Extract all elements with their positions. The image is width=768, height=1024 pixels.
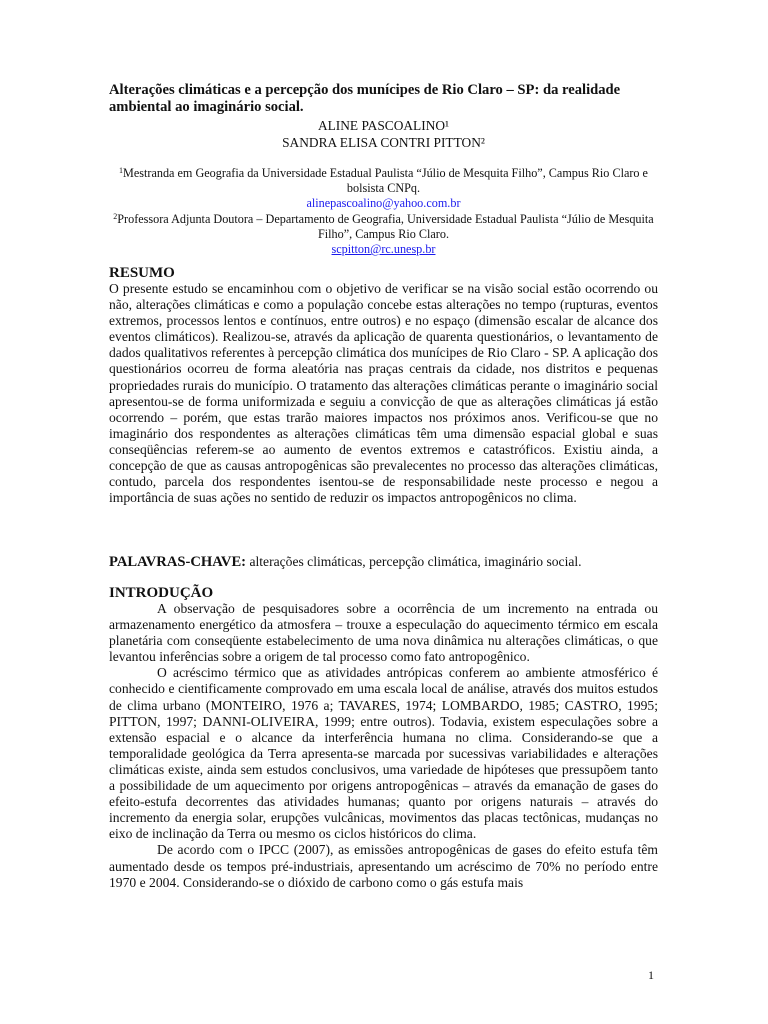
footnote-marker: 1: [119, 166, 124, 175]
affiliation-1: [109, 166, 658, 196]
intro-heading: INTRODUÇÃO: [109, 585, 214, 601]
resumo-body: [109, 281, 658, 506]
page-number: 1: [648, 968, 654, 982]
affiliation-text: Mestranda em Geografia da Universidade Estadual Paulista “Júlio de Mesquita Filho”, Campus Rio Claro e bolsista CNPq.: [123, 166, 648, 196]
intro-paragraph: O acréscimo térmico que as atividades antrópicas conferem ao ambiente atmosférico é conhecido e cientificamente comprovado em uma escala local de análise, através dos muitos estudos de clima urbano (MONTEIRO, 1976 a; TAVARES, 1974; LOMBARDO, 1985; CASTRO, 1995; PITTON, 1997; DANNI-OLIVEIRA, 1999; entre outros). Todavia, existem especulações sobre a extensão espacial e o alcance da interferência humana no clima. Considerando-se que a temporalidade geológica da Terra apresenta-se marcada por sucessivas variabilidades e alterações climáticas existe, ainda sem estudos conclusivos, uma variedade de hipóteses que pressupõem tanto a possibilidade de um aquecimento por origens antropogênicas – através da emanação de gases do efeito-estufa decorrentes das atividades humanas; quanto por origens naturais – através do incremento da energia solar, erupções vulcânicas, movimentos das placas tectônicas, mudanças no eixo de inclinação da Terra ou mesmo os ciclos históricos do clima.: [109, 665, 658, 842]
resumo-heading: RESUMO: [109, 265, 175, 281]
keywords-label: PALAVRAS-CHAVE:: [109, 554, 247, 570]
intro-body: [109, 601, 658, 891]
footnote-marker: 2: [113, 211, 118, 221]
author-block: [109, 117, 658, 151]
keywords-line: [109, 553, 658, 571]
affiliations: [109, 166, 658, 257]
author-name: ALINE PASCOALINO¹: [317, 118, 450, 133]
resumo-paragraph: O presente estudo se encaminhou com o objetivo de verificar se na visão social estão ocorrendo ou não, alterações climáticas e como a população concebe estas alterações no tempo (rupturas, eventos extremos, processos lentos e contínuos, entre outros) e no espaço (dimensão escalar de alcance dos eventos climáticos). Realizou-se, através da aplicação de quarenta questionários, o levantamento de dados qualitativos referentes à percepção climática dos munícipes de Rio Claro - SP. A aplicação dos questionários ocorreu de forma aleatória nas praças centrais da cidade, nos distritos e pequenas propriedades rurais do município. O tratamento das alterações climáticas perante o imaginário social apresentou-se de forma uniformizada e seguiu a convicção de que as alterações climáticas já estão ocorrendo – porém, que estas trarão maiores impactos nos próximos anos. Verificou-se que no imaginário dos respondentes as alterações climáticas têm uma dimensão espacial global e suas conseqüências referem-se ao aumento de eventos extremos e catastróficos. Existiu ainda, a concepção de que as causas antropogênicas são prevalecentes no processo das alterações climáticas, contudo, parcela dos respondentes isentou-se de responsabilidade neste processo e negou a importância de suas ações no sentido de reduzir os impactos antropogênicos no clima.: [109, 281, 658, 506]
author-name: SANDRA ELISA CONTRI PITTON²: [282, 135, 485, 150]
intro-paragraph: A observação de pesquisadores sobre a ocorrência de um incremento na entrada ou armazenamento energético da atmosfera – trouxe a especulação do aquecimento térmico em escala planetária com conseqüente estabelecimento de uma nova dinâmica nu alterações climáticas, o que levantou inferências sobre a origem de tal processo como fato antropogênico.: [109, 601, 658, 665]
email-link[interactable]: scpitton@rc.unesp.br: [331, 242, 436, 257]
intro-paragraph: De acordo com o IPCC (2007), as emissões antropogênicas de gases do efeito estufa têm aumentado desde os tempos pré-industriais, apresentando um acréscimo de 70% no período entre 1970 e 2004. Considerando-se o dióxido de carbono como o gás estufa mais: [109, 842, 658, 890]
email-link[interactable]: alinepascoalino@yahoo.com.br: [306, 196, 461, 211]
affiliation-text: Professora Adjunta Doutora – Departamento de Geografia, Universidade Estadual Paulista “Júlio de Mesquita Filho”, Campus Rio Claro.: [117, 211, 654, 241]
affiliation-2: [109, 212, 658, 242]
paper-title: Alterações climáticas e a percepção dos munícipes de Rio Claro – SP: da realidade ambiental ao imaginário social.: [109, 82, 621, 115]
keywords-text: alterações climáticas, percepção climática, imaginário social.: [249, 554, 582, 569]
